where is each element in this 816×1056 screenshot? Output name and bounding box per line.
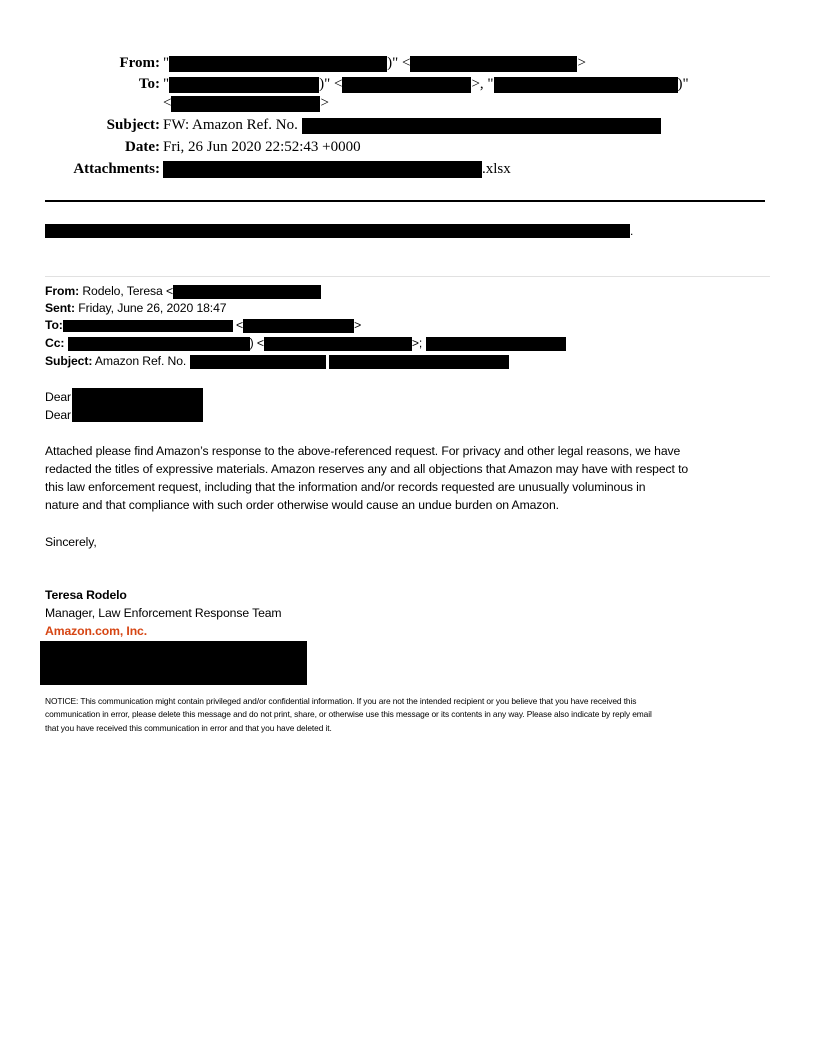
redaction	[494, 77, 678, 93]
header-attachments-row	[0, 160, 816, 178]
to-label: To:	[138, 76, 160, 92]
redaction	[410, 56, 577, 72]
fwd-to-label: To:	[45, 318, 63, 332]
fwd-cc-row: Cc: ) < >;	[45, 334, 566, 352]
fwd-subject-value: Amazon Ref. No.	[94, 354, 187, 368]
header-from-row: From: " )" < >	[119, 55, 586, 71]
fwd-subject-row	[45, 352, 509, 370]
closing: Sincerely,	[45, 535, 97, 549]
signature-title: Manager, Law Enforcement Response Team	[45, 606, 282, 620]
body-line: redacted the titles of expressive materials. Amazon reserves any and all objections that Amazon may have with respect to	[45, 462, 689, 476]
greeting-2: Dear	[45, 408, 72, 422]
redaction	[342, 77, 471, 93]
redaction	[302, 118, 661, 134]
fwd-from-value: Rodelo, Teresa <	[82, 284, 173, 298]
body-line: Attached please find Amazon’s response to the above-referenced request. For privacy and other legal reasons, we have	[45, 444, 681, 458]
signature-name: Teresa Rodelo	[45, 588, 127, 602]
redaction	[173, 285, 321, 299]
fwd-subject-label: Subject:	[45, 354, 93, 368]
redaction	[45, 224, 630, 238]
fwd-from-label: From:	[45, 284, 80, 298]
date-value: Fri, 26 Jun 2020 22:52:43 +0000	[163, 139, 361, 155]
redaction	[171, 96, 320, 112]
signature-company: Amazon.com, Inc.	[45, 624, 148, 638]
fwd-from-row	[45, 282, 321, 300]
fwd-sent-value: Friday, June 26, 2020 18:47	[78, 301, 227, 315]
subject-label: Subject:	[106, 117, 160, 133]
redaction	[63, 320, 233, 332]
redaction	[72, 388, 203, 422]
notice-line: that you have received this communication in error and that you have deleted it.	[45, 722, 332, 733]
header-date-row	[0, 138, 816, 156]
body-line: nature and that compliance with such order otherwise would cause an undue burden on Amazon.	[45, 498, 559, 512]
fwd-sent-label: Sent:	[45, 301, 75, 315]
redaction	[68, 337, 250, 351]
fwd-cc-label: Cc:	[45, 336, 65, 350]
redaction	[329, 355, 509, 369]
attachments-label: Attachments:	[73, 161, 160, 177]
redaction	[163, 161, 482, 178]
header-to-row: To: " )" < >, " )"	[138, 76, 689, 92]
header-to-row-cont: < >	[163, 95, 329, 111]
notice-line: communication in error, please delete this message and do not print, share, or otherwise use this message or its contents in any way. Please also indicate by reply email	[45, 709, 652, 720]
redaction	[264, 337, 412, 351]
from-label: From:	[119, 55, 160, 71]
body-line: this law enforcement request, including that the information and/or records requested are unusually voluminous in	[45, 480, 646, 494]
date-label: Date:	[125, 139, 160, 155]
header-subject-row	[0, 116, 816, 134]
attachment-ext[interactable]: .xlsx	[482, 161, 511, 177]
greeting-1: Dear	[45, 390, 72, 404]
fwd-sent-row	[45, 299, 226, 317]
redaction	[426, 337, 566, 351]
fwd-to-row: To: < >	[45, 318, 362, 332]
subject-value: FW: Amazon Ref. No.	[163, 117, 298, 133]
redaction	[169, 77, 319, 93]
redaction	[190, 355, 326, 369]
redaction	[169, 56, 387, 72]
forward-divider	[45, 276, 770, 277]
header-divider	[45, 200, 765, 202]
redaction	[243, 319, 354, 333]
notice-line: NOTICE: This communication might contain privileged and/or confidential information. If you are not the intended recipient or you believe that you have received this	[45, 696, 637, 706]
redaction	[40, 641, 307, 685]
confidentiality-notice	[45, 695, 652, 735]
